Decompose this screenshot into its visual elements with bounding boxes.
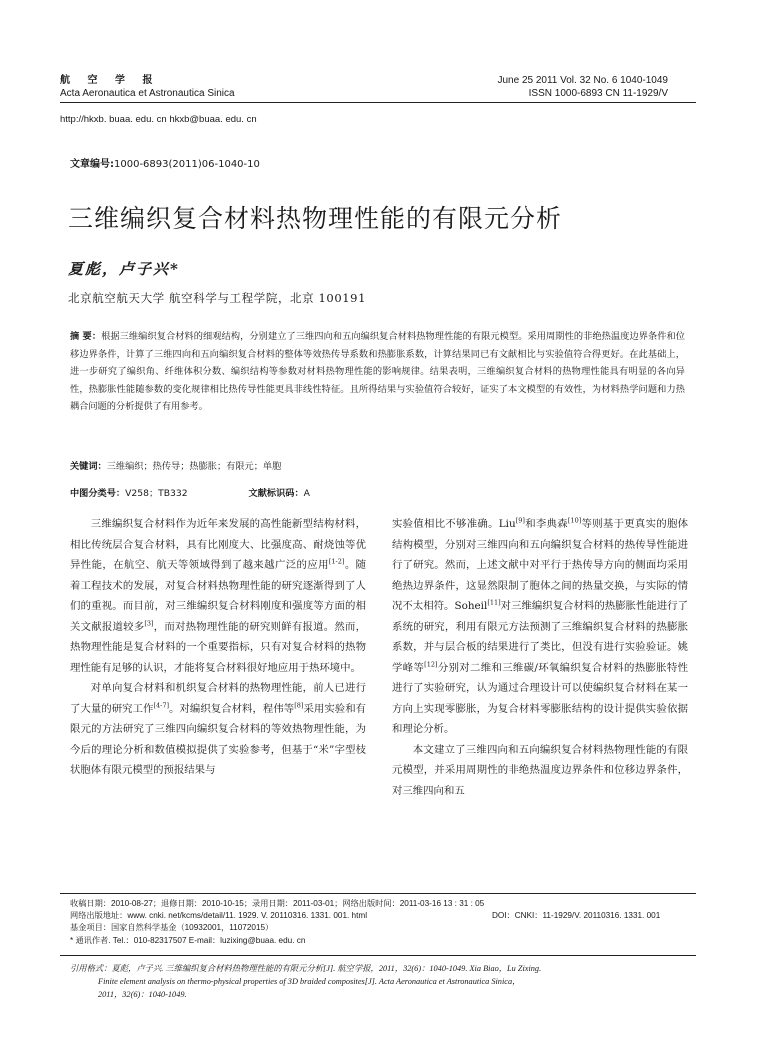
reference-mark[interactable]: [8] xyxy=(294,701,304,710)
citation xyxy=(70,962,690,1001)
body-column-left xyxy=(70,514,366,781)
body-paragraph: 实验值相比不够准确。Liu[9]和李典森[10]等则基于更真实的胞体结构模型，分别对三维四向和五向编织复合材料的热传导性能进行了研究。然而，上述文献中对平行于热传导方向的侧面均采用绝热边界条件，这显然限制了胞体之间的热量交换，与实际的情况不太相符。Soheil[11]对三维编织复合材料的热膨胀性能进行了系统的研究，利用有限元方法预测了三维编织复合材料的热膨胀系数，并与层合板的结果进行了类比，但没有进行实验验证。姚学峰等[12]分别对二维和三维碳/环氧编织复合材料的热膨胀特性进行了实验研究，认为通过合理设计可以使编织复合材料在某一方向上实现零膨胀，为复合材料零膨胀结构的设计提供实验依据和理论分析。 xyxy=(392,516,689,735)
affiliation: 北京航空航天大学 航空科学与工程学院，北京 100191 xyxy=(68,291,367,305)
footnote-dates: 收稿日期：2010-08-27；退修日期：2010-10-15；录用日期：2011-03-01；网络出版时间：2011-03-16 13 : 31 : 05 xyxy=(70,899,485,908)
footnote-online-row xyxy=(70,910,690,922)
authors: 夏彪，卢子兴* xyxy=(68,260,180,278)
journal-url[interactable]: http://hkxb. buaa. edu. cn hkxb@buaa. edu. cn xyxy=(60,114,257,125)
abstract-label: 摘 要： xyxy=(70,331,102,342)
journal-header-left xyxy=(60,74,235,100)
reference-mark[interactable]: [12] xyxy=(424,660,438,669)
reference-mark[interactable]: [11] xyxy=(487,598,501,607)
journal-name-cn: 航 空 学 报 xyxy=(60,75,160,86)
article-number xyxy=(70,155,260,170)
keywords-label: 关键词： xyxy=(70,461,107,472)
body-paragraph: 三维编织复合材料作为近年来发展的高性能新型结构材料，相比传统层合复合材料，具有比刚度大、比强度高、耐烧蚀等优异性能，在航空、航天等领域得到了越来越广泛的应用[1-2]。随着工程技术的发展，对复合材料热物理性能的研究逐渐得到了人们的重视。而目前，对三维编织复合材料刚度和强度等方面的相关文献报道较多[3]，而对热物理性能的研究则鲜有报道。然而，热物理性能是复合材料的一个重要指标，只有对复合材料的热物理性能有足够的认识，才能将复合材料很好地应用于热环境中。 xyxy=(70,518,367,674)
journal-issue: June 25 2011 Vol. 32 No. 6 1040-1049 xyxy=(497,75,668,86)
paper-title: 三维编织复合材料热物理性能的有限元分析 xyxy=(68,204,563,233)
keywords-text: 三维编织；热传导；热膨胀；有限元；单胞 xyxy=(106,461,282,472)
footnote-doi: DOI：CNKI：11-1929/V. 20110316. 1331. 001 xyxy=(492,911,661,921)
footnote-corresponding: * 通讯作者. Tel.：010-82317507 E-mail：luzixing@buaa. edu. cn xyxy=(70,935,306,945)
journal-name-en: Acta Aeronautica et Astronautica Sinica xyxy=(60,88,235,99)
footnotes xyxy=(70,898,690,947)
reference-mark[interactable]: [4-7] xyxy=(153,701,169,710)
body-column-right xyxy=(392,514,688,801)
abstract xyxy=(70,328,685,416)
article-number-label: 文章编号: xyxy=(70,159,114,170)
citation-line: Finite element analysis on thermo-physical properties of 3D braided composites[J]. Acta Aeronautica et Astronautica Sinica， xyxy=(98,977,521,986)
journal-header-right xyxy=(497,74,668,100)
clc-label: 中图分类号： xyxy=(70,488,126,499)
citation-line: 2011，32(6)：1040-1049. xyxy=(98,990,187,999)
footnote-rule xyxy=(60,893,696,894)
body-paragraph: 本文建立了三维四向和五向编织复合材料热物理性能的有限元模型，并采用周期性的非绝热温度边界条件和位移边界条件，对三维四向和五 xyxy=(392,743,688,797)
header-rule xyxy=(60,102,696,103)
footnote-fund: 基金项目：国家自然科学基金（10932001，11072015） xyxy=(70,923,274,933)
footnote-online-url[interactable]: 网络出版地址：www. cnki. net/kcms/detail/11. 1929. V. 20110316. 1331. 001. html xyxy=(70,911,368,921)
body-paragraph: 对单向复合材料和机织复合材料的热物理性能，前人已进行了大量的研究工作[4-7]。对编织复合材料，程伟等[8]采用实验和有限元的方法研究了三维四向编织复合材料的等效热物理性能，为今后的理论分析和数值模拟提供了实验参考，但基于“米”字型枝状胞体有限元模型的预报结果与 xyxy=(70,682,367,776)
clc-value: V258；TB332 xyxy=(125,488,188,499)
doc-code-value: A xyxy=(303,488,310,499)
keywords xyxy=(70,458,281,472)
article-number-value: 1000-6893(2011)06-1040-10 xyxy=(114,159,260,170)
reference-mark[interactable]: [1-2] xyxy=(328,557,345,566)
reference-mark[interactable]: [9] xyxy=(515,516,525,525)
reference-mark[interactable]: [3] xyxy=(144,619,154,628)
abstract-text: 根据三维编织复合材料的细观结构，分别建立了三维四向和五向编织复合材料热物理性能的有限元模型。采用周期性的非绝热温度边界条件和位移边界条件，计算了三维四向和五向编织复合材料的整体等效热传导系数和热膨胀系数，计算结果同已有文献相比与实验值符合得更好。在此基础上，进一步研究了编织角、纤维体积分数、编织结构等参数对材料热物理性能的影响规律。结果表明，三维编织复合材料的热物理性能具有明显的各向异性，热膨胀性能随参数的变化规律相比热传导性能更具非线性特征。且所得结果与实验值符合较好，证实了本文模型的有效性，为材料热学问题和力热耦合问题的分析提供了有用参考。 xyxy=(70,331,685,413)
journal-issn: ISSN 1000-6893 CN 11-1929/V xyxy=(528,88,668,99)
citation-rule xyxy=(60,955,696,956)
doc-code-label: 文献标识码： xyxy=(248,488,304,499)
citation-line: 引用格式：夏彪，卢子兴. 三维编织复合材料热物理性能的有限元分析[J]. 航空学报，2011，32(6)：1040-1049. Xia Biao，Lu Zixing. xyxy=(70,964,542,973)
classification xyxy=(70,485,310,499)
reference-mark[interactable]: [10] xyxy=(567,516,582,525)
